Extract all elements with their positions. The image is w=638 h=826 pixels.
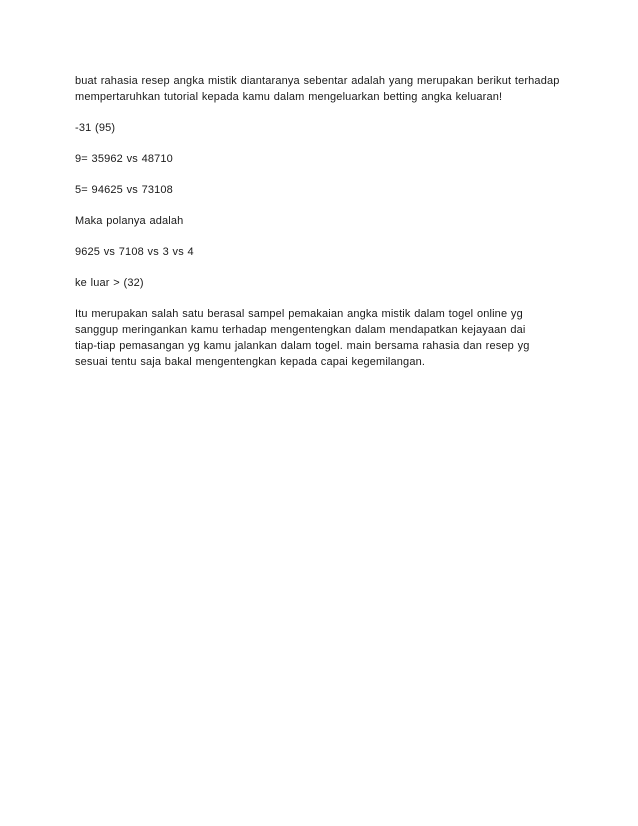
- pattern-line: 9625 vs 7108 vs 3 vs 4: [75, 246, 194, 258]
- number-line-2: 9= 35962 vs 48710: [75, 153, 173, 165]
- closing-line-3: tiap-tiap pemasangan yg kamu jalankan dalam togel. main bersama rahasia dan resep yg: [75, 340, 530, 352]
- closing-paragraph: [75, 306, 575, 370]
- result-line: ke luar > (32): [75, 277, 144, 289]
- intro-line-1: buat rahasia resep angka mistik diantaranya sebentar adalah yang merupakan berikut terhadap: [75, 75, 560, 87]
- closing-line-2: sanggup meringankan kamu terhadap mengentengkan dalam mendapatkan kejayaan dai: [75, 324, 526, 336]
- intro-line-2: mempertaruhkan tutorial kepada kamu dalam mengeluarkan betting angka keluaran!: [75, 91, 503, 103]
- closing-line-1: Itu merupakan salah satu berasal sampel pemakaian angka mistik dalam togel online yg: [75, 308, 523, 320]
- document-body: [75, 73, 575, 385]
- closing-line-4: sesuai tentu saja bakal mengentengkan kepada capai kegemilangan.: [75, 356, 426, 368]
- number-line-1: -31 (95): [75, 122, 116, 134]
- number-line-3: 5= 94625 vs 73108: [75, 184, 173, 196]
- intro-paragraph: [75, 73, 575, 105]
- pattern-heading: Maka polanya adalah: [75, 215, 184, 227]
